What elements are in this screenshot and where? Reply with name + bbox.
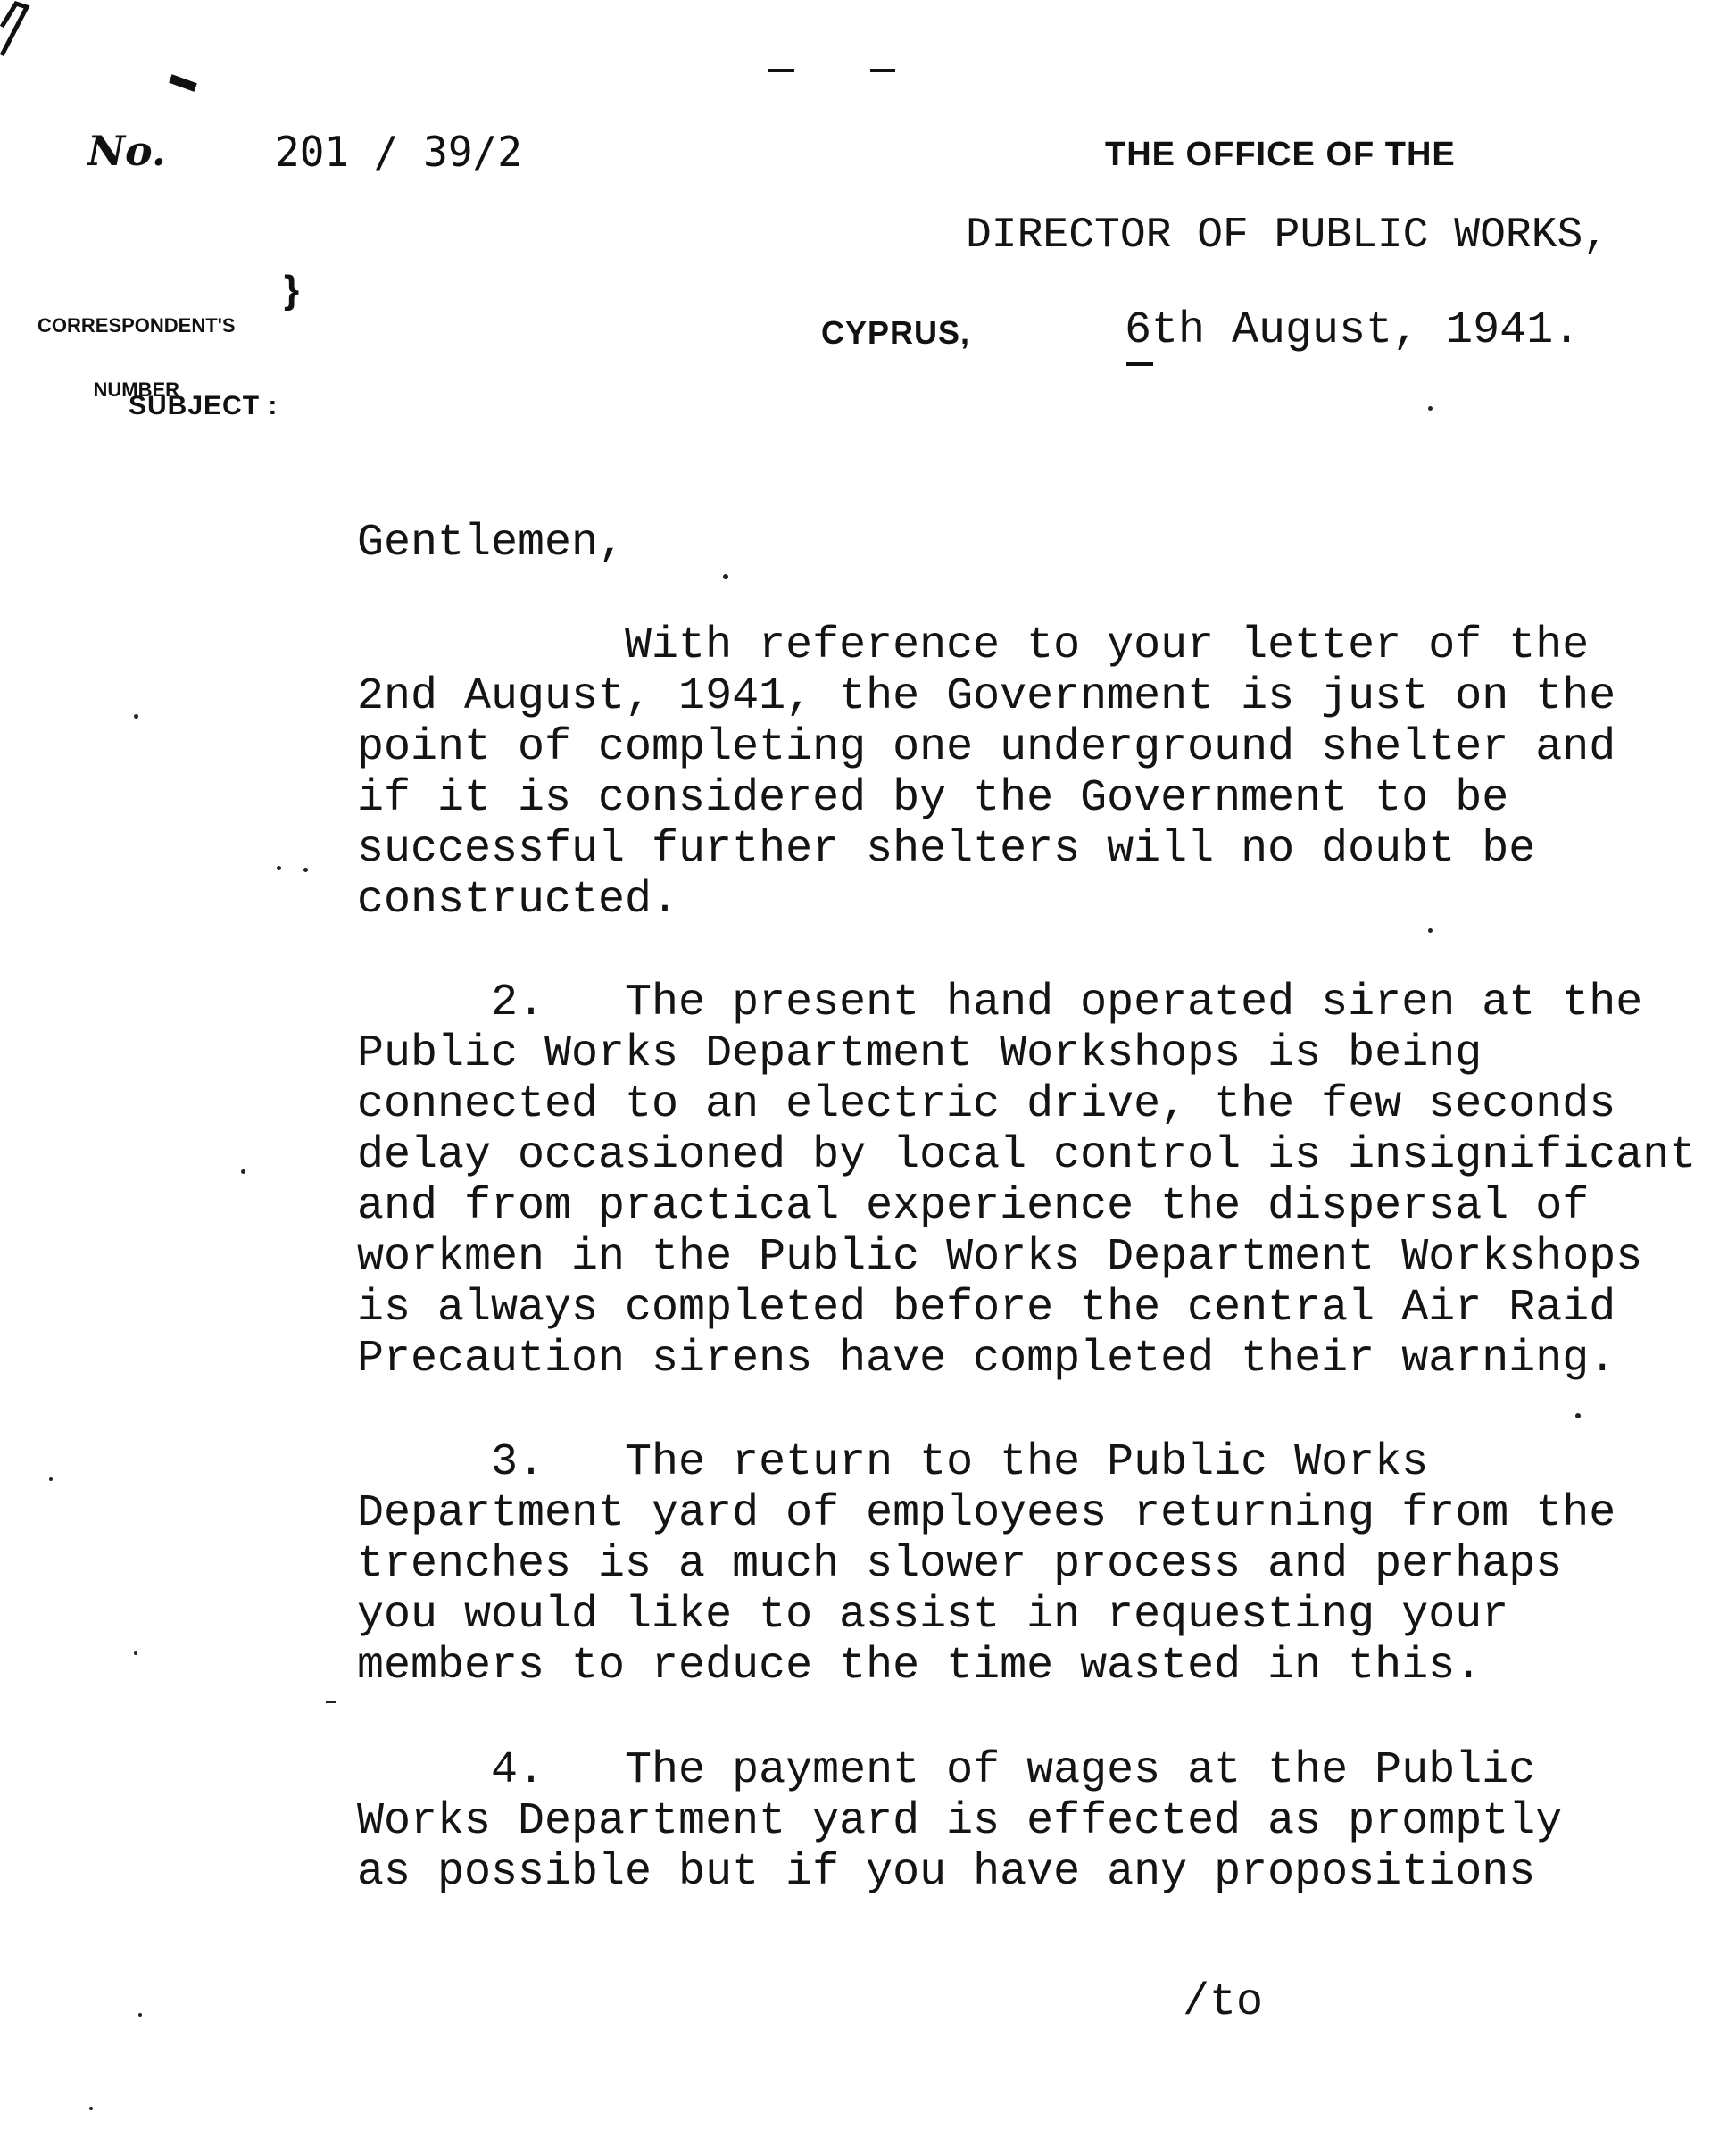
paragraph-line: workmen in the Public Works Department Workshops [357, 1232, 1643, 1283]
paragraph-line: Precaution sirens have completed their warning. [357, 1334, 1616, 1385]
file-number-label: No. [87, 127, 166, 175]
scan-speck [1428, 406, 1433, 411]
paragraph-line: 4. The payment of wages at the Public [357, 1745, 1536, 1796]
dash-mark [768, 69, 794, 72]
paragraph-line: trenches is a much slower process and perhaps [357, 1539, 1563, 1590]
paragraph-line: Works Department yard is effected as promptly [357, 1796, 1563, 1847]
paragraph-3 [357, 1437, 1714, 1692]
dash-mark [870, 69, 895, 72]
office-header-line2: DIRECTOR OF PUBLIC WORKS, [966, 212, 1609, 260]
office-header-line1: THE OFFICE OF THE [1105, 136, 1456, 173]
paragraph-line: as possible but if you have any propositions [357, 1847, 1536, 1898]
paragraph-line: With reference to your letter of the [357, 620, 1590, 671]
paragraph-line: 3. The return to the Public Works [357, 1437, 1429, 1488]
correspondent-label-line1: CORRESPONDENT'S [37, 314, 236, 337]
paragraph-line: Public Works Department Workshops is being [357, 1028, 1483, 1079]
paragraph-line: Department yard of employees returning from the [357, 1488, 1616, 1539]
paragraph-line: members to reduce the time wasted in this. [357, 1641, 1483, 1692]
salutation: Gentlemen, [357, 518, 626, 569]
paragraph-2 [357, 977, 1714, 1385]
correspondent-label-line2: NUMBER [93, 379, 180, 401]
scan-speck [49, 1477, 53, 1481]
continuation-mark: /to [1183, 1977, 1264, 2028]
paragraph-1 [357, 620, 1714, 926]
corner-mark [0, 0, 54, 71]
brace-mark: } [284, 268, 300, 312]
scan-speck [277, 866, 281, 870]
scan-speck [241, 1169, 245, 1174]
speck-mark [169, 74, 197, 92]
paragraph-line: you would like to assist in requesting your [357, 1590, 1509, 1641]
paragraph-line: delay occasioned by local control is insignificant [357, 1130, 1697, 1181]
place-label: CYPRUS, [821, 314, 971, 351]
paragraph-line: 2. The present hand operated siren at the [357, 977, 1643, 1028]
scan-speck [1428, 928, 1433, 933]
paragraph-line: if it is considered by the Government to be [357, 773, 1509, 824]
scan-speck [138, 2013, 142, 2017]
scan-speck [134, 1651, 137, 1655]
paragraph-line: constructed. [357, 875, 679, 926]
scan-speck [326, 1701, 336, 1703]
letter-date: 6th August, 1941. [1125, 305, 1581, 356]
scan-speck [303, 868, 308, 872]
paragraph-4 [357, 1745, 1714, 1898]
paragraph-line: and from practical experience the dispersal of [357, 1181, 1590, 1232]
file-number: 201 / 39/2 [275, 128, 522, 176]
scan-speck [134, 714, 138, 719]
paragraph-line: successful further shelters will no doubt be [357, 824, 1536, 875]
paragraph-line: connected to an electric drive, the few seconds [357, 1079, 1616, 1130]
scan-speck [1575, 1413, 1581, 1418]
paragraph-line: 2nd August, 1941, the Government is just on the [357, 671, 1616, 722]
date-underline [1126, 362, 1153, 366]
scan-speck [89, 2107, 93, 2110]
scan-speck [723, 574, 728, 579]
paragraph-line: is always completed before the central Air Raid [357, 1283, 1616, 1334]
paragraph-line: point of completing one underground shelter and [357, 722, 1616, 773]
subject-label: SUBJECT : [129, 391, 278, 420]
